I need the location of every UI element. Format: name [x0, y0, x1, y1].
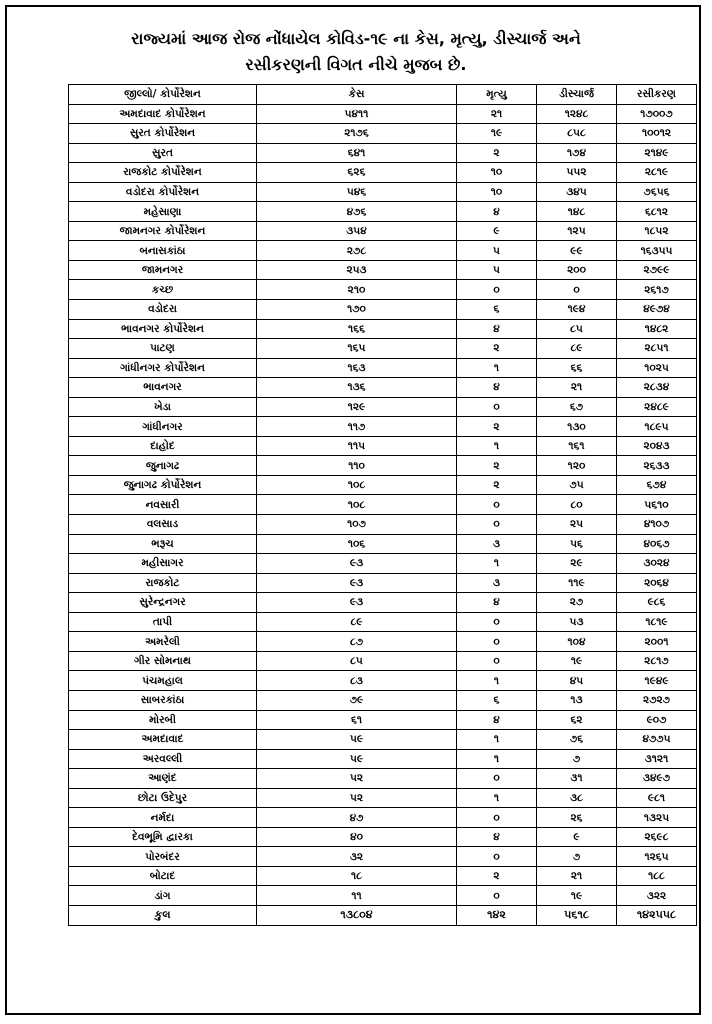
table-row [69, 475, 697, 495]
cell-vaccination: ૪૦૬૭ [617, 534, 697, 554]
header-discharge: ડીસ્ચાર્જ [537, 85, 617, 105]
cell-discharge: ૧૨૦ [537, 456, 617, 476]
total-vaccination: ૧૪૨૫૫૮ [617, 905, 697, 925]
cell-discharge: ૬૨ [537, 710, 617, 730]
cell-vaccination: ૨૮૫૧ [617, 339, 697, 359]
cell-cases: ૫૪૧૧ [257, 104, 457, 124]
cell-vaccination: ૬૮૧૨ [617, 202, 697, 222]
table-row [69, 554, 697, 574]
table-row [69, 730, 697, 750]
table-row [69, 300, 697, 320]
cell-deaths: ૫ [457, 260, 537, 280]
cell-cases: ૬૨૬ [257, 163, 457, 183]
cell-discharge: ૧૨૪૮ [537, 104, 617, 124]
cell-discharge: ૮૫ [537, 319, 617, 339]
cell-vaccination: ૨૦૦૧ [617, 632, 697, 652]
cell-vaccination: ૭૬૫૬ [617, 182, 697, 202]
cell-cases: ૧૭૦ [257, 300, 457, 320]
table-row [69, 182, 697, 202]
cell-district: ગાંધીનગર [69, 417, 257, 437]
cell-discharge: ૧૭૪ [537, 143, 617, 163]
cell-district: ગીર સોમનાથ [69, 651, 257, 671]
table-row [69, 163, 697, 183]
total-deaths: ૧૪૨ [457, 905, 537, 925]
cell-vaccination: ૩૧૨૧ [617, 749, 697, 769]
table-row [69, 104, 697, 124]
cell-district: જામનગર [69, 260, 257, 280]
cell-cases: ૮૫ [257, 651, 457, 671]
cell-cases: ૭૯ [257, 690, 457, 710]
cell-district: વડોદરા [69, 300, 257, 320]
cell-discharge: ૧૨૫ [537, 221, 617, 241]
cell-cases: ૧૦૮ [257, 475, 457, 495]
cell-district: સુરેન્દ્રનગર [69, 593, 257, 613]
cell-deaths: ૨ [457, 456, 537, 476]
table-row [69, 573, 697, 593]
cell-discharge: ૧૦૪ [537, 632, 617, 652]
cell-vaccination: ૧૨૬૫ [617, 847, 697, 867]
cell-district: પંચમહાલ [69, 671, 257, 691]
table-row [69, 886, 697, 906]
cell-deaths: ૪ [457, 593, 537, 613]
cell-deaths: ૦ [457, 515, 537, 535]
header-cases: કેસ [257, 85, 457, 105]
cell-deaths: ૦ [457, 612, 537, 632]
cell-cases: ૨૧૭૬ [257, 124, 457, 144]
cell-deaths: ૧ [457, 730, 537, 750]
cell-district: ભાવનગર કોર્પોરેશન [69, 319, 257, 339]
table-row [69, 788, 697, 808]
cell-deaths: ૧ [457, 554, 537, 574]
cell-district: અમદાવાદ [69, 730, 257, 750]
cell-deaths: ૬ [457, 300, 537, 320]
cell-discharge: ૭ [537, 847, 617, 867]
cell-discharge: ૦ [537, 280, 617, 300]
cell-cases: ૧૧૭ [257, 417, 457, 437]
cell-cases: ૨૭૮ [257, 241, 457, 261]
cell-deaths: ૪ [457, 710, 537, 730]
cell-cases: ૧૦૮ [257, 495, 457, 515]
cell-cases: ૧૬૫ [257, 339, 457, 359]
cell-cases: ૫૯ [257, 749, 457, 769]
cell-vaccination: ૨૬૯૮ [617, 827, 697, 847]
table-row [69, 456, 697, 476]
table-row [69, 671, 697, 691]
cell-district: દાહોદ [69, 436, 257, 456]
table-row [69, 710, 697, 730]
cell-discharge: ૬૬ [537, 358, 617, 378]
cell-deaths: ૦ [457, 280, 537, 300]
cell-district: અમદાવાદ કોર્પોરેશન [69, 104, 257, 124]
cell-district: ભરૂચ [69, 534, 257, 554]
cell-vaccination: ૯૦૭ [617, 710, 697, 730]
cell-cases: ૧૮ [257, 866, 457, 886]
cell-vaccination: ૧૪૮૨ [617, 319, 697, 339]
cell-deaths: ૪ [457, 202, 537, 222]
cell-vaccination: ૧૮૧૯ [617, 612, 697, 632]
cell-district: અરવલ્લી [69, 749, 257, 769]
table-row [69, 847, 697, 867]
cell-cases: ૧૦૭ [257, 515, 457, 535]
cell-vaccination: ૯૮૬ [617, 593, 697, 613]
cell-discharge: ૧૪૮ [537, 202, 617, 222]
header-district: જીલ્લો/ કોર્પોરેશન [69, 85, 257, 105]
cell-discharge: ૨૧ [537, 866, 617, 886]
total-row [69, 905, 697, 925]
cell-district: મહીસાગર [69, 554, 257, 574]
cell-cases: ૮૭ [257, 632, 457, 652]
cell-discharge: ૧૧૯ [537, 573, 617, 593]
cell-discharge: ૪૫ [537, 671, 617, 691]
table-row [69, 358, 697, 378]
cell-district: છોટા ઉદેપુર [69, 788, 257, 808]
cell-vaccination: ૬૭૪ [617, 475, 697, 495]
cell-district: વલસાડ [69, 515, 257, 535]
cell-discharge: ૧૯ [537, 886, 617, 906]
table-row [69, 397, 697, 417]
table-row [69, 319, 697, 339]
total-discharge: ૫૬૧૮ [537, 905, 617, 925]
cell-district: સાબરકાંઠા [69, 690, 257, 710]
table-row [69, 143, 697, 163]
cell-deaths: ૨ [457, 339, 537, 359]
cell-vaccination: ૧૭૦૦૭ [617, 104, 697, 124]
cell-cases: ૧૦૬ [257, 534, 457, 554]
cell-vaccination: ૨૭૯૯ [617, 260, 697, 280]
cell-deaths: ૧ [457, 749, 537, 769]
cell-cases: ૮૯ [257, 612, 457, 632]
cell-vaccination: ૧૯૪૯ [617, 671, 697, 691]
cell-district: મહેસાણા [69, 202, 257, 222]
table-row [69, 749, 697, 769]
cell-vaccination: ૨૭૨૭ [617, 690, 697, 710]
cell-district: ભાવનગર [69, 378, 257, 398]
table-body [69, 104, 697, 925]
cell-district: પાટણ [69, 339, 257, 359]
cell-cases: ૯૩ [257, 573, 457, 593]
cell-cases: ૧૧૦ [257, 456, 457, 476]
cell-discharge: ૧૯૪ [537, 300, 617, 320]
cell-deaths: ૩ [457, 534, 537, 554]
table-row [69, 260, 697, 280]
cell-deaths: ૪ [457, 319, 537, 339]
cell-cases: ૪૦ [257, 827, 457, 847]
cell-district: ગાંધીનગર કોર્પોરેશન [69, 358, 257, 378]
table-row [69, 866, 697, 886]
total-label: કુલ [69, 905, 257, 925]
cell-vaccination: ૨૧૪૯ [617, 143, 697, 163]
cell-cases: ૩૨ [257, 847, 457, 867]
cell-vaccination: ૨૬૩૩ [617, 456, 697, 476]
cell-vaccination: ૧૮૮ [617, 866, 697, 886]
cell-vaccination: ૨૦૪૩ [617, 436, 697, 456]
table-row [69, 769, 697, 789]
cell-deaths: ૦ [457, 886, 537, 906]
cell-cases: ૨૫૩ [257, 260, 457, 280]
cell-cases: ૫૨ [257, 788, 457, 808]
cell-deaths: ૦ [457, 397, 537, 417]
cell-vaccination: ૨૮૩૪ [617, 378, 697, 398]
cell-district: રાજકોટ કોર્પોરેશન [69, 163, 257, 183]
cell-vaccination: ૨૪૮૯ [617, 397, 697, 417]
cell-vaccination: ૨૬૧૭ [617, 280, 697, 300]
cell-cases: ૧૧ [257, 886, 457, 906]
cell-deaths: ૨૧ [457, 104, 537, 124]
cell-cases: ૧૬૩ [257, 358, 457, 378]
table-row [69, 124, 697, 144]
table-row [69, 651, 697, 671]
cell-cases: ૩૫૪ [257, 221, 457, 241]
cell-discharge: ૭૬ [537, 730, 617, 750]
cell-deaths: ૦ [457, 769, 537, 789]
table-row [69, 378, 697, 398]
cell-discharge: ૩૮ [537, 788, 617, 808]
cell-deaths: ૩ [457, 573, 537, 593]
cell-district: અમરેલી [69, 632, 257, 652]
cell-deaths: ૧૯ [457, 124, 537, 144]
cell-district: નવસારી [69, 495, 257, 515]
cell-deaths: ૧૦ [457, 163, 537, 183]
cell-district: સુરત કોર્પોરેશન [69, 124, 257, 144]
cell-deaths: ૦ [457, 495, 537, 515]
cell-deaths: ૧ [457, 788, 537, 808]
cell-deaths: ૯ [457, 221, 537, 241]
cell-vaccination: ૨૦૬૪ [617, 573, 697, 593]
cell-district: પોરબંદર [69, 847, 257, 867]
table-row [69, 436, 697, 456]
total-cases: ૧૩૮૦૪ [257, 905, 457, 925]
page-title [40, 26, 672, 78]
cell-vaccination: ૪૧૦૭ [617, 515, 697, 535]
cell-deaths: ૨ [457, 143, 537, 163]
cell-district: સુરત [69, 143, 257, 163]
table-row [69, 241, 697, 261]
cell-district: જુનાગઢ કોર્પોરેશન [69, 475, 257, 495]
cell-cases: ૧૩૬ [257, 378, 457, 398]
cell-discharge: ૩૪૫ [537, 182, 617, 202]
cell-vaccination: ૩૦૨૪ [617, 554, 697, 574]
cell-discharge: ૨૦૦ [537, 260, 617, 280]
cell-cases: ૧૧૫ [257, 436, 457, 456]
cell-cases: ૫૨ [257, 769, 457, 789]
cell-vaccination: ૨૮૧૯ [617, 163, 697, 183]
cell-deaths: ૨ [457, 866, 537, 886]
cell-deaths: ૦ [457, 651, 537, 671]
cell-vaccination: ૫૬૧૦ [617, 495, 697, 515]
cell-vaccination: ૨૮૧૭ [617, 651, 697, 671]
cell-district: બોટાદ [69, 866, 257, 886]
cell-discharge: ૧૬૧ [537, 436, 617, 456]
table-row [69, 495, 697, 515]
cell-cases: ૪૭૬ [257, 202, 457, 222]
cell-deaths: ૫ [457, 241, 537, 261]
cell-vaccination: ૧૦૨૫ [617, 358, 697, 378]
cell-deaths: ૦ [457, 808, 537, 828]
table-row [69, 534, 697, 554]
cell-discharge: ૮૯ [537, 339, 617, 359]
cell-deaths: ૨ [457, 417, 537, 437]
table-row [69, 221, 697, 241]
table-row [69, 827, 697, 847]
cell-deaths: ૬ [457, 690, 537, 710]
cell-deaths: ૦ [457, 632, 537, 652]
cell-discharge: ૮૦ [537, 495, 617, 515]
cell-discharge: ૧૩ [537, 690, 617, 710]
table-row [69, 339, 697, 359]
table-row [69, 280, 697, 300]
header-row [69, 85, 697, 105]
cell-vaccination: ૧૮૯૫ [617, 417, 697, 437]
cell-district: રાજકોટ [69, 573, 257, 593]
table-row [69, 612, 697, 632]
cell-vaccination: ૪૯૭૪ [617, 300, 697, 320]
covid-data-table [68, 84, 697, 926]
cell-discharge: ૧૯ [537, 651, 617, 671]
cell-discharge: ૬૭ [537, 397, 617, 417]
cell-discharge: ૭ [537, 749, 617, 769]
table-row [69, 690, 697, 710]
cell-vaccination: ૩૨૨ [617, 886, 697, 906]
cell-vaccination: ૪૭૭૫ [617, 730, 697, 750]
table-row [69, 808, 697, 828]
cell-deaths: ૨ [457, 475, 537, 495]
cell-vaccination: ૧૮૫૨ [617, 221, 697, 241]
cell-cases: ૬૧ [257, 710, 457, 730]
cell-cases: ૯૩ [257, 593, 457, 613]
cell-district: દેવભૂમિ દ્વારકા [69, 827, 257, 847]
cell-cases: ૫૯ [257, 730, 457, 750]
cell-cases: ૧૬૬ [257, 319, 457, 339]
cell-cases: ૧૨૯ [257, 397, 457, 417]
cell-deaths: ૧ [457, 358, 537, 378]
cell-district: જામનગર કોર્પોરેશન [69, 221, 257, 241]
cell-district: કચ્છ [69, 280, 257, 300]
cell-discharge: ૧૩૦ [537, 417, 617, 437]
cell-discharge: ૯ [537, 827, 617, 847]
cell-district: બનાસકાંઠા [69, 241, 257, 261]
cell-district: ખેડા [69, 397, 257, 417]
cell-cases: ૯૩ [257, 554, 457, 574]
cell-district: વડોદરા કોર્પોરેશન [69, 182, 257, 202]
cell-cases: ૫૪૬ [257, 182, 457, 202]
cell-district: જુનાગઢ [69, 456, 257, 476]
cell-deaths: ૪ [457, 378, 537, 398]
header-vaccination: રસીકરણ [617, 85, 697, 105]
header-deaths: મૃત્યુ [457, 85, 537, 105]
cell-deaths: ૧૦ [457, 182, 537, 202]
cell-discharge: ૫૩ [537, 612, 617, 632]
table-row [69, 632, 697, 652]
cell-deaths: ૧ [457, 671, 537, 691]
cell-district: તાપી [69, 612, 257, 632]
cell-district: નર્મદા [69, 808, 257, 828]
cell-deaths: ૦ [457, 847, 537, 867]
cell-discharge: ૨૭ [537, 593, 617, 613]
cell-discharge: ૨૧ [537, 378, 617, 398]
cell-vaccination: ૧૦૦૧૨ [617, 124, 697, 144]
cell-deaths: ૧ [457, 436, 537, 456]
cell-cases: ૪૭ [257, 808, 457, 828]
cell-cases: ૮૩ [257, 671, 457, 691]
cell-discharge: ૮૫૮ [537, 124, 617, 144]
cell-district: મોરબી [69, 710, 257, 730]
cell-vaccination: ૧૩૨૫ [617, 808, 697, 828]
cell-vaccination: ૩૪૯૭ [617, 769, 697, 789]
cell-discharge: ૨૫ [537, 515, 617, 535]
cell-district: આણંદ [69, 769, 257, 789]
cell-discharge: ૩૧ [537, 769, 617, 789]
cell-district: ડાંગ [69, 886, 257, 906]
cell-discharge: ૯૯ [537, 241, 617, 261]
cell-vaccination: ૧૬૩૫૫ [617, 241, 697, 261]
cell-discharge: ૫૬ [537, 534, 617, 554]
table-row [69, 417, 697, 437]
title-line-1: રાજ્યમાં આજ રોજ નોંધાયેલ કોવિડ-૧૯ ના કેસ, મૃત્યુ, ડીસ્ચાર્જ અને [131, 29, 581, 48]
cell-cases: ૨૧૦ [257, 280, 457, 300]
cell-discharge: ૭૫ [537, 475, 617, 495]
title-line-2: રસીકરણની વિગત નીચે મુજબ છે. [245, 55, 467, 74]
table-row [69, 593, 697, 613]
table-row [69, 202, 697, 222]
table-row [69, 515, 697, 535]
cell-discharge: ૨૯ [537, 554, 617, 574]
cell-vaccination: ૯૮૧ [617, 788, 697, 808]
cell-discharge: ૨૬ [537, 808, 617, 828]
cell-deaths: ૪ [457, 827, 537, 847]
cell-discharge: ૫૫૨ [537, 163, 617, 183]
cell-cases: ૬૪૧ [257, 143, 457, 163]
